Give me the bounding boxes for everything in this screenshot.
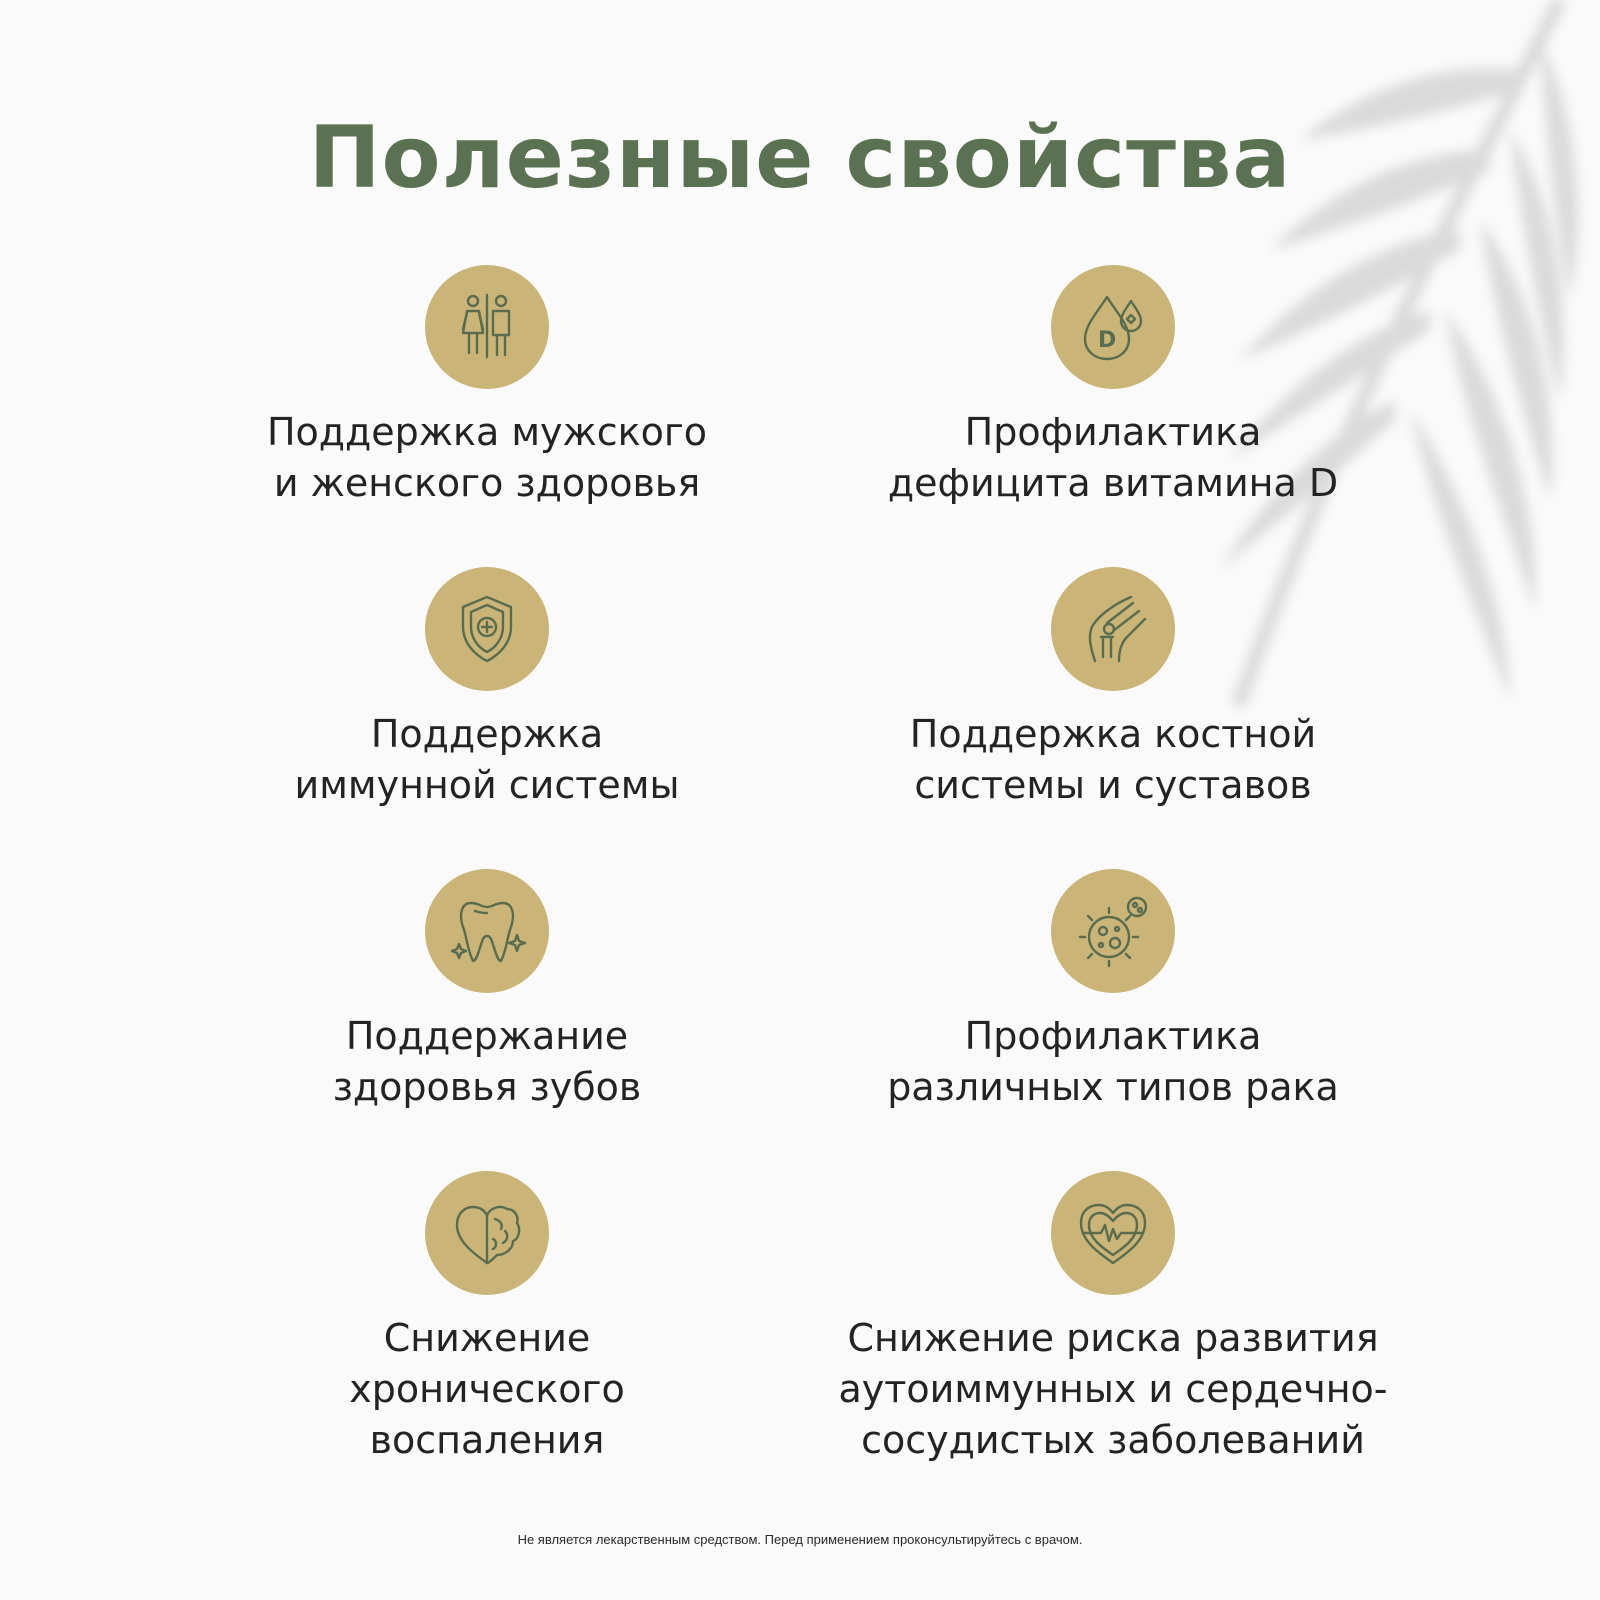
page-title: Полезные свойства (308, 108, 1292, 208)
benefit-card-immune-system (177, 567, 797, 811)
benefit-card-bones-joints (803, 567, 1423, 811)
benefit-label: Поддержка мужского и женского здоровья (266, 410, 708, 505)
benefit-card-cardiovascular (803, 1171, 1423, 1466)
benefit-label: Снижение хронического воспаления (349, 1316, 625, 1462)
benefit-label: Поддержка иммунной системы (294, 712, 680, 807)
icon-badge (1051, 1171, 1175, 1295)
icon-badge (425, 869, 549, 993)
benefit-label: Профилактика различных типов рака (887, 1014, 1339, 1109)
benefit-label: Поддержание здоровья зубов (332, 1014, 642, 1109)
vitamin-d-drop-icon (1073, 287, 1153, 367)
benefit-label: Поддержка костной системы и суставов (909, 712, 1317, 807)
cancer-cell-icon (1073, 891, 1153, 971)
knee-joint-icon (1073, 589, 1153, 669)
icon-badge (425, 265, 549, 389)
benefit-card-vitamin-d (803, 265, 1423, 509)
benefit-card-teeth (177, 869, 797, 1113)
svg-text:D: D (1098, 328, 1117, 353)
benefit-label: Снижение риска развития аутоиммунных и сердечно- сосудистых заболеваний (838, 1316, 1388, 1462)
benefit-label: Профилактика дефицита витамина D (887, 410, 1339, 505)
icon-badge (1051, 265, 1175, 389)
icon-badge (1051, 869, 1175, 993)
icon-badge (425, 1171, 549, 1295)
icon-badge (425, 567, 549, 691)
benefit-card-inflammation (177, 1171, 797, 1466)
immune-shield-icon (447, 589, 527, 669)
disclaimer-footnote: Не является лекарственным средством. Перед применением проконсультируйтесь с врачом. (517, 1532, 1083, 1547)
male-female-icon (447, 287, 527, 367)
icon-badge (1051, 567, 1175, 691)
benefit-card-reproductive-health (177, 265, 797, 509)
heart-brain-icon (447, 1193, 527, 1273)
benefit-card-cancer-prevention (803, 869, 1423, 1113)
tooth-icon (447, 891, 527, 971)
heart-pulse-icon (1073, 1193, 1153, 1273)
